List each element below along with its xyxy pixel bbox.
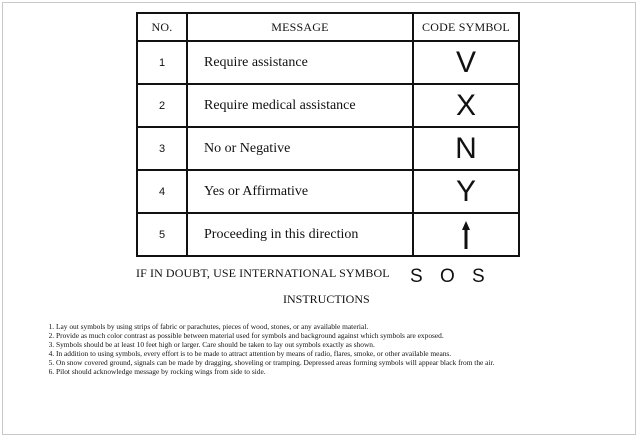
row-code-symbol: V bbox=[413, 41, 519, 84]
instructions-list bbox=[30, 322, 640, 376]
table-row bbox=[137, 84, 519, 127]
header-no: NO. bbox=[137, 13, 187, 41]
row-message: No or Negative bbox=[187, 127, 413, 170]
up-arrow-icon bbox=[460, 220, 472, 250]
signal-code-table bbox=[136, 12, 520, 257]
instructions-title: INSTRUCTIONS bbox=[283, 292, 370, 306]
instruction-item: 6. Pilot should acknowledge message by rocking wings from side to side. bbox=[56, 367, 640, 376]
row-code-symbol: N bbox=[413, 127, 519, 170]
row-number: 4 bbox=[137, 170, 187, 213]
table-row bbox=[137, 41, 519, 84]
row-code-symbol bbox=[413, 213, 519, 256]
row-message: Require assistance bbox=[187, 41, 413, 84]
table-row bbox=[137, 170, 519, 213]
table-row bbox=[137, 127, 519, 170]
table-header-row bbox=[137, 13, 519, 41]
row-code-symbol: Y bbox=[413, 170, 519, 213]
header-message: MESSAGE bbox=[187, 13, 413, 41]
row-number: 1 bbox=[137, 41, 187, 84]
instruction-item: 3. Symbols should be at least 10 feet high or larger. Care should be taken to lay out symbols exactly as shown. bbox=[56, 340, 640, 349]
row-message: Proceeding in this direction bbox=[187, 213, 413, 256]
instruction-item: 5. On snow covered ground, signals can be made by dragging, shoveling or tramping. Depressed areas forming symbols will appear black from the air. bbox=[56, 358, 640, 367]
instruction-item: 4. In addition to using symbols, every effort is to be made to attract attention by means of radio, flares, smoke, or other available means. bbox=[56, 349, 640, 358]
row-code-symbol: X bbox=[413, 84, 519, 127]
instruction-item: 2. Provide as much color contrast as possible between material used for symbols and background against which symbols are exposed. bbox=[56, 331, 640, 340]
row-number: 3 bbox=[137, 127, 187, 170]
row-number: 5 bbox=[137, 213, 187, 256]
sos-symbol: S O S bbox=[410, 266, 491, 287]
row-message: Require medical assistance bbox=[187, 84, 413, 127]
header-code-symbol: CODE SYMBOL bbox=[413, 13, 519, 41]
row-number: 2 bbox=[137, 84, 187, 127]
instruction-item: 1. Lay out symbols by using strips of fabric or parachutes, pieces of wood, stones, or any available material. bbox=[56, 322, 640, 331]
row-message: Yes or Affirmative bbox=[187, 170, 413, 213]
table-row bbox=[137, 213, 519, 256]
doubt-instruction-text: IF IN DOUBT, USE INTERNATIONAL SYMBOL bbox=[136, 266, 390, 280]
